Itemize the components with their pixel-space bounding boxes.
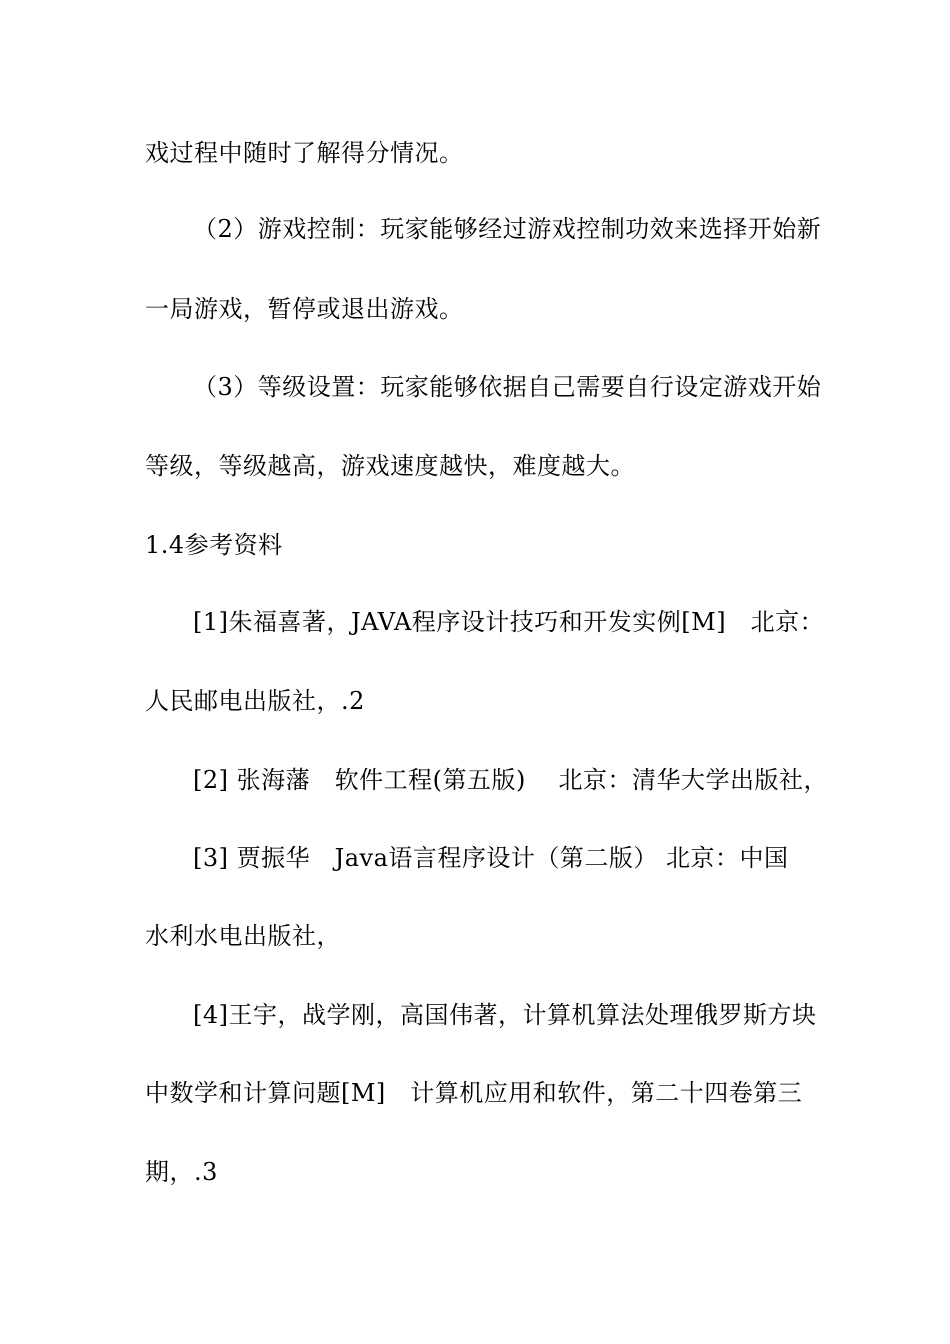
text-line-continuation: 戏过程中随时了解得分情况。 [145,139,464,167]
text-line-game-control-cont: 一局游戏，暂停或退出游戏。 [145,295,464,323]
reference-3-cont: 水利水电出版社， [145,922,341,950]
text-line-game-control: （2）游戏控制：玩家能够经过游戏控制功效来选择开始新 [193,215,822,243]
reference-4: [4]王宇，战学刚，高国伟著，计算机算法处理俄罗斯方块 [193,1001,817,1029]
reference-4-cont: 中数学和计算问题[M] 计算机应用和软件，第二十四卷第三 [145,1079,803,1107]
reference-1-cont: 人民邮电出版社，.2 [145,687,365,715]
reference-4-end: 期，.3 [145,1158,218,1186]
reference-3: [3] 贾振华 Java语言程序设计（第二版） 北京：中国 [193,844,789,872]
reference-1: [1]朱福喜著，JAVA程序设计技巧和开发实例[M] 北京： [193,608,825,636]
reference-2: [2] 张海藩 软件工程(第五版) 北京：清华大学出版社， [193,766,828,794]
section-heading-references: 1.4参考资料 [145,531,283,559]
text-line-level-setting: （3）等级设置：玩家能够依据自己需要自行设定游戏开始 [193,373,822,401]
text-line-level-setting-cont: 等级，等级越高，游戏速度越快，难度越大。 [145,452,635,480]
